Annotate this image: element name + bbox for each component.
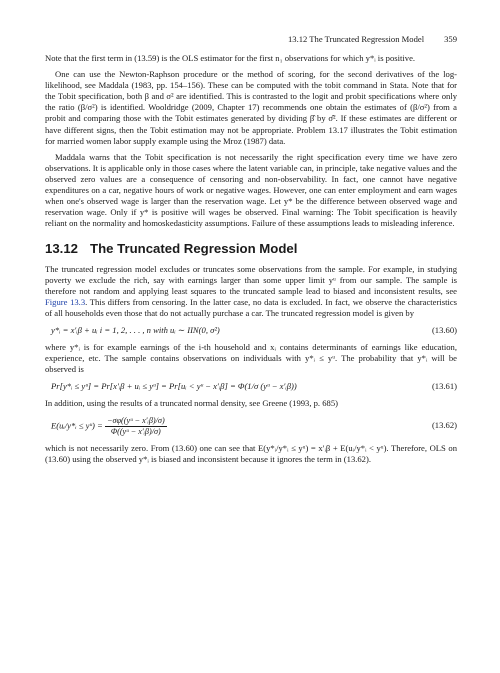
equation-13-60-tag: (13.60) [431,324,457,335]
equation-13-62 [45,416,457,437]
equation-13-62-tag: (13.62) [431,420,457,431]
equation-13-60-expr: y*ᵢ = x′ᵢβ + uᵢ i = 1, 2, . . . , n with uᵢ ∼ IIN(0, σ²) [51,324,220,335]
paragraph-ols-note: Note that the first term in (13.59) is the OLS estimator for the first n₁ observations for which y*ᵢ is positive. [45,53,416,63]
equation-13-62-expr [45,416,167,437]
paragraph-after-13-62: which is not necessarily zero. From (13.60) one can see that E(y*ᵢ/y*ᵢ ≤ yᵘ) = x′ᵢβ + E(uᵢ/y*ᵢ < yᵘ). Therefore, OLS on (13.60) using the observed y*ᵢ is biased and inconsistent because it ignores the term in (13.62). [45,442,457,464]
equation-13-61 [45,381,457,392]
section-number: 13.12 [45,241,79,257]
equation-13-60 [45,325,457,336]
running-title: 13.12 The Truncated Regression Model [287,34,425,44]
section-title: The Truncated Regression Model [90,241,298,257]
equation-13-62-numerator: −σφ((yᵘ − x′ᵢβ)/σ) [106,415,165,425]
paragraph-after-13-61: In addition, using the results of a truncated normal density, see Greene (1993, p. 685) [45,398,338,409]
paragraph-maddala-warning: Maddala warns that the Tobit specification is not necessarily the right specification every time we have zero observations. It is applicable only in those cases where the latent variable can, in principle, take negative values and the observed zero values are a consequence of censoring and non-observability. In fact, one cannot have negative expenditures on a car, negative hours of work or negative wages. However, one can enter employment and earn wages when one's observed wage is larger than the reservation wage. Let y* be the difference between observed wage and reservation wage. Only if y* is positive will wages be observed. Final warning: The Tobit specification is heavily reliant on the normality and homoskedasticity assumptions. Failure of these assumptions leads to misleading inference. [45,151,457,229]
equation-13-62-denominator: Φ((yᵘ − x′ᵢβ)/σ) [110,426,161,436]
paragraph-after-13-60: where y*ᵢ is for example earnings of the i-th household and xᵢ contains determinants of earnings like education, experience, etc. The sample contains observations on individuals with y*ᵢ ≤ yᵘ. The probability that y*ᵢ will be observed is [45,342,457,375]
intro-text-a: The truncated regression model excludes or truncates some observations from the sample. For example, in studying poverty we exclude the rich, say with earnings larger than some upper limit yᵘ from our sample. The sample is therefore not random and applying least squares to the truncated sample lead to biased and inconsistent results, see [45,263,457,296]
intro-text-b: . This differs from censoring. In the latter case, no data is excluded. In fact, we observe the characteristics of all households even those that do not actually purchase a car. The truncated regression model is given by [45,296,458,318]
page-number: 359 [444,34,457,44]
section-heading [45,241,457,257]
page-body [45,53,457,465]
equation-13-62-lhs: E(uᵢ/y*ᵢ ≤ yᵘ) = [51,420,103,430]
paragraph-newton-raphson: One can use the Newton-Raphson procedure or the method of scoring, for the second derivatives of the log-likelihood, see Maddala (1983, pp. 154–156). These can be computed with the tobit command in Stata. Note that for the Tobit specification, both β and σ² are identified. This is contrasted to the logit and probit specifications where only the ratio (β/σ²) is identified. Wooldridge (2009, Chapter 17) recommends one obtain the estimates of (β/σ²) from a probit and comparing those with the Tobit estimates generated by dividing β̂ by σ̂². If these estimates are different or have different signs, then the Tobit estimation may not be appropriate. Problem 13.17 illustrates the Tobit estimation for married women labor supply example using the Mroz (1987) data. [45,69,457,146]
paragraph-truncated-intro [45,264,457,319]
running-header [45,34,457,45]
equation-13-62-fraction [105,416,167,437]
equation-13-61-tag: (13.61) [431,381,457,392]
figure-link[interactable]: Figure 13.3 [45,296,86,307]
page [45,34,457,470]
equation-13-61-expr: Pr[y*ᵢ ≤ yᵘ] = Pr[x′ᵢβ + uᵢ ≤ yᵘ] = Pr[uᵢ < yᵘ − x′ᵢβ] = Φ(1/σ (yᵘ − x′ᵢβ)) [51,381,297,392]
